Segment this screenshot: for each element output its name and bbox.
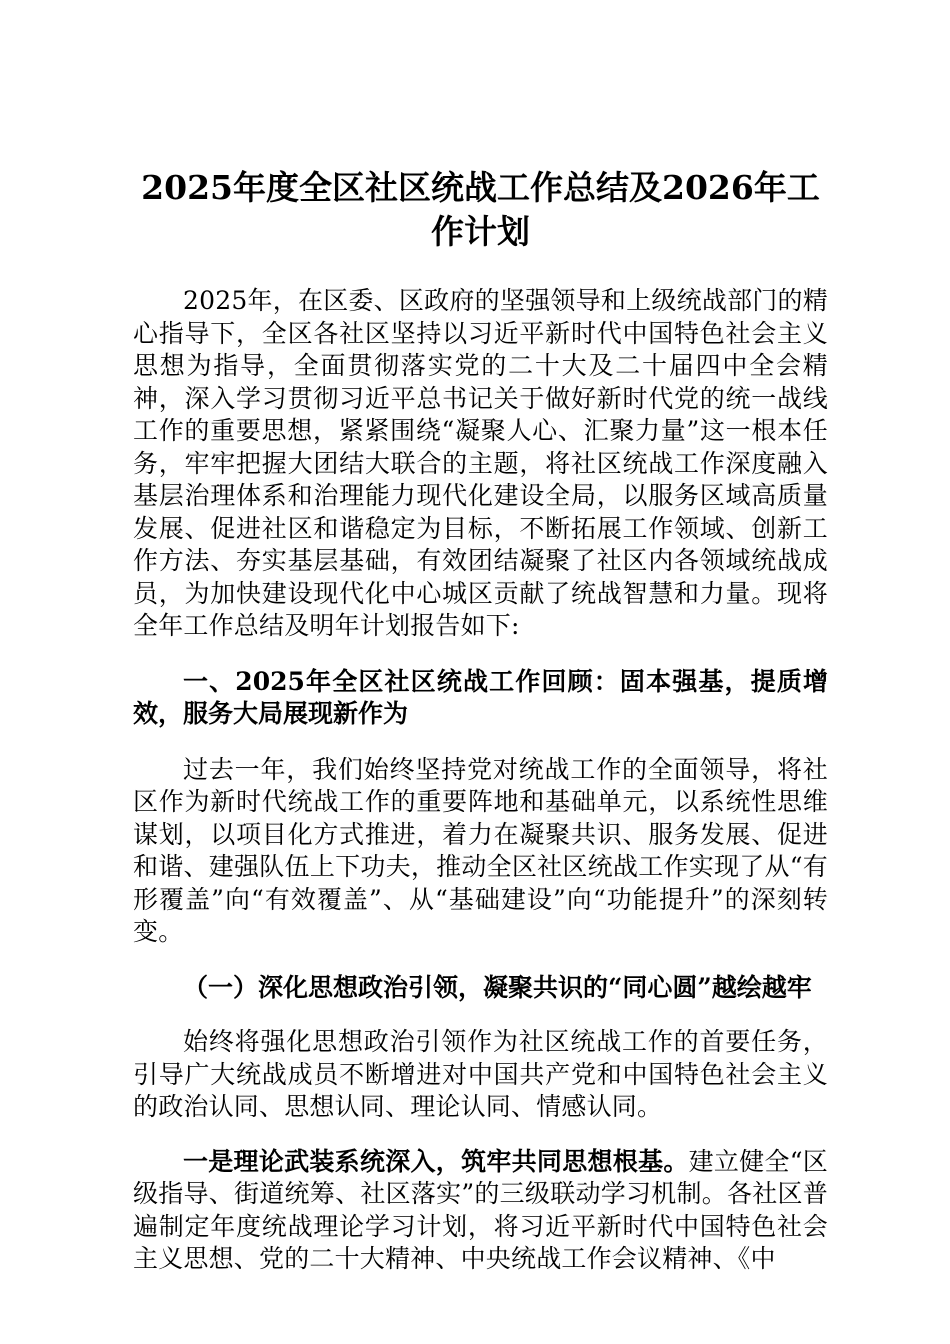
point-1-paragraph	[133, 1146, 828, 1276]
title-line-2: 作计划	[431, 212, 530, 251]
document-page	[133, 0, 828, 1276]
section-1-heading: 一、2025年全区社区统战工作回顾：固本强基，提质增效，服务大局展现新作为	[133, 666, 828, 728]
subsection-1-heading: （一）深化思想政治引领，凝聚共识的“同心圆”越绘越牢	[183, 972, 812, 1002]
section-1-paragraph: 过去一年，我们始终坚持党对统战工作的全面领导，将社区作为新时代统战工作的重要阵地和基础单元，以系统性思维谋划，以项目化方式推进，着力在凝聚共识、服务发展、促进和谐、建强队伍上下功夫，推动全区社区统战工作实现了从“有形覆盖”向“有效覆盖”、从“基础建设”向“功能提升”的深刻转变。	[133, 754, 828, 946]
point-1-lead: 一是理论武装系统深入，筑牢共同思想根基。	[183, 1146, 689, 1176]
document-title	[133, 166, 828, 254]
subsection-1-paragraph: 始终将强化思想政治引领作为社区统战工作的首要任务，引导广大统战成员不断增进对中国共产党和中国特色社会主义的政治认同、思想认同、理论认同、情感认同。	[133, 1027, 828, 1121]
point-1-text: 建立健全“区级指导、街道统筹、社区落实”的三级联动学习机制。各社区普遍制定年度统战理论学习计划，将习近平新时代中国特色社会主义思想、党的二十大精神、中央统战工作会议精神、《中	[133, 1146, 828, 1273]
title-line-1: 2025年度全区社区统战工作总结及2026年工	[141, 168, 820, 207]
intro-paragraph: 2025年，在区委、区政府的坚强领导和上级统战部门的精心指导下，全区各社区坚持以习近平新时代中国特色社会主义思想为指导，全面贯彻落实党的二十大及二十届四中全会精神，深入学习贯彻习近平总书记关于做好新时代党的统一战线工作的重要思想，紧紧围绕“凝聚人心、汇聚力量”这一根本任务，牢牢把握大团结大联合的主题，将社区统战工作深度融入基层治理体系和治理能力现代化建设全局，以服务区域高质量发展、促进社区和谐稳定为目标，不断拓展工作领域、创新工作方法、夯实基层基础，有效团结凝聚了社区内各领域统战成员，为加快建设现代化中心城区贡献了统战智慧和力量。现将全年工作总结及明年计划报告如下:	[133, 286, 828, 640]
